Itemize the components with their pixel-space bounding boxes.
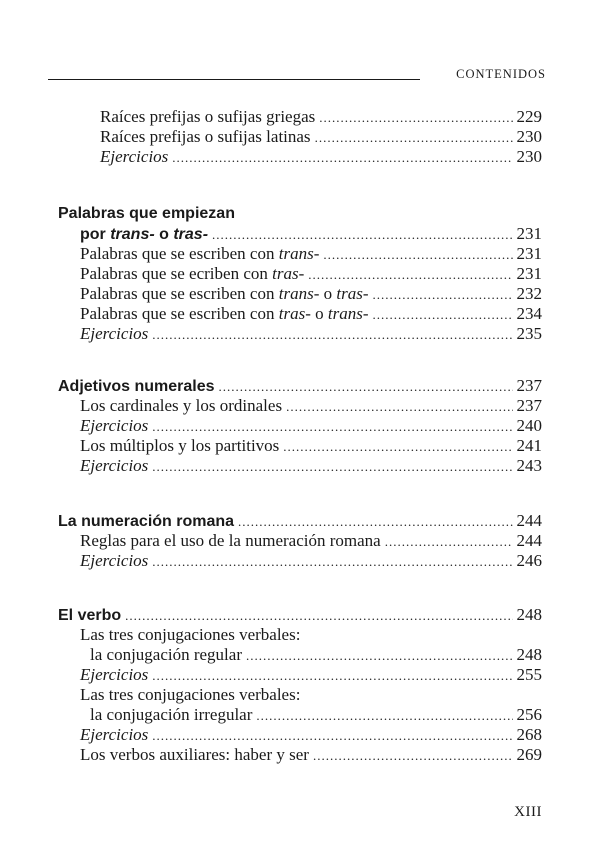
section-heading-entry[interactable] bbox=[58, 605, 542, 625]
leader-dots bbox=[385, 532, 513, 552]
entry-label: Raíces prefijas o sufijas latinas bbox=[100, 127, 311, 146]
toc-entry-heading bbox=[58, 625, 542, 645]
entry-page: 235 bbox=[516, 324, 542, 343]
toc-section-raices bbox=[58, 107, 542, 167]
entry-page: 230 bbox=[516, 127, 542, 146]
entry-label: Los cardinales y los ordinales bbox=[80, 396, 283, 415]
toc-entry[interactable] bbox=[58, 264, 542, 284]
leader-dots bbox=[372, 285, 512, 305]
label-text: o bbox=[319, 284, 337, 303]
entry-page: 229 bbox=[516, 107, 542, 126]
toc-entry[interactable] bbox=[58, 665, 542, 685]
leader-dots bbox=[313, 746, 513, 766]
running-header: CONTENIDOS bbox=[456, 67, 546, 81]
toc-entry[interactable] bbox=[58, 147, 542, 167]
entry-page: 243 bbox=[516, 456, 542, 475]
label-text-italic: trans- bbox=[327, 304, 369, 323]
entry-label bbox=[80, 284, 368, 304]
section-title: La numeración romana bbox=[58, 513, 235, 530]
section-title: El verbo bbox=[58, 607, 122, 624]
entry-page: 240 bbox=[516, 416, 542, 435]
entry-label: Ejercicios bbox=[80, 665, 149, 684]
label-text: Palabras que se escriben con bbox=[80, 244, 279, 263]
title-text: por bbox=[80, 226, 111, 243]
entry-page: 231 bbox=[516, 224, 542, 243]
leader-dots bbox=[152, 325, 512, 345]
entry-label: Los verbos auxiliares: haber y ser bbox=[80, 745, 309, 764]
leader-dots bbox=[152, 666, 512, 686]
entry-page: 269 bbox=[516, 745, 542, 764]
entry-page: 246 bbox=[516, 551, 542, 570]
entry-page: 241 bbox=[516, 436, 542, 455]
toc-entry[interactable] bbox=[58, 107, 542, 127]
entry-page: 244 bbox=[516, 511, 542, 530]
entry-label: Ejercicios bbox=[80, 324, 149, 343]
entry-page: 268 bbox=[516, 725, 542, 744]
toc-section-numeracion bbox=[58, 511, 542, 571]
entry-label bbox=[80, 244, 319, 264]
entry-page: 237 bbox=[516, 376, 542, 395]
entry-page: 231 bbox=[516, 244, 542, 263]
leader-dots bbox=[319, 108, 512, 128]
leader-dots bbox=[219, 377, 513, 397]
leader-dots bbox=[125, 606, 512, 626]
entry-page: 256 bbox=[516, 705, 542, 724]
leader-dots bbox=[372, 305, 512, 325]
toc-entry[interactable] bbox=[58, 551, 542, 571]
label-text-italic: trans- bbox=[278, 284, 320, 303]
entry-label: Ejercicios bbox=[100, 147, 169, 166]
section-title-line2 bbox=[80, 225, 208, 245]
toc-entry[interactable] bbox=[58, 436, 542, 456]
leader-dots bbox=[308, 265, 512, 285]
entry-label: Las tres conjugaciones verbales: bbox=[80, 685, 301, 704]
section-title-line1: Palabras que empiezan bbox=[58, 205, 235, 222]
page-number: XIII bbox=[514, 804, 542, 820]
toc-entry[interactable] bbox=[58, 304, 542, 324]
header-rule bbox=[48, 79, 420, 80]
label-text: Palabras que se escriben con bbox=[80, 284, 279, 303]
entry-label: Reglas para el uso de la numeración romana bbox=[80, 531, 381, 550]
label-text: o bbox=[310, 304, 328, 323]
section-title: Adjetivos numerales bbox=[58, 378, 215, 395]
entry-page: 244 bbox=[516, 531, 542, 550]
section-heading-entry[interactable] bbox=[58, 511, 542, 531]
leader-dots bbox=[256, 706, 512, 726]
leader-dots bbox=[323, 245, 512, 265]
toc-entry[interactable] bbox=[58, 284, 542, 304]
toc-entry[interactable] bbox=[58, 244, 542, 264]
entry-label: Ejercicios bbox=[80, 725, 149, 744]
entry-page: 248 bbox=[516, 605, 542, 624]
section-heading-entry[interactable] bbox=[58, 224, 542, 244]
section-heading-entry[interactable] bbox=[58, 376, 542, 396]
entry-label bbox=[80, 304, 368, 324]
entry-label: Raíces prefijas o sufijas griegas bbox=[100, 107, 316, 126]
toc-entry-heading bbox=[58, 685, 542, 705]
entry-label: Ejercicios bbox=[80, 416, 149, 435]
title-text-italic: tras- bbox=[173, 226, 209, 243]
toc-entry[interactable] bbox=[58, 324, 542, 344]
toc-section-trans bbox=[58, 204, 542, 344]
entry-label: Los múltiplos y los partitivos bbox=[80, 436, 280, 455]
entry-label bbox=[80, 264, 304, 284]
label-text-italic: trans- bbox=[278, 244, 320, 263]
toc-entry[interactable] bbox=[58, 645, 542, 665]
entry-label: Ejercicios bbox=[80, 456, 149, 475]
section-heading bbox=[58, 204, 542, 224]
leader-dots bbox=[283, 437, 512, 457]
label-text-italic: tras- bbox=[272, 264, 305, 283]
leader-dots bbox=[172, 148, 512, 168]
toc-entry[interactable] bbox=[58, 705, 542, 725]
toc-entry[interactable] bbox=[58, 396, 542, 416]
leader-dots bbox=[315, 128, 513, 148]
entry-label: la conjugación regular bbox=[90, 645, 242, 664]
toc-entry[interactable] bbox=[58, 745, 542, 765]
leader-dots bbox=[212, 225, 512, 245]
leader-dots bbox=[152, 417, 512, 437]
entry-page: 231 bbox=[516, 264, 542, 283]
toc-entry[interactable] bbox=[58, 416, 542, 436]
entry-page: 234 bbox=[516, 304, 542, 323]
toc-entry[interactable] bbox=[58, 725, 542, 745]
entry-page: 255 bbox=[516, 665, 542, 684]
leader-dots bbox=[238, 512, 512, 532]
entry-label: Ejercicios bbox=[80, 551, 149, 570]
toc-section-verbo bbox=[58, 605, 542, 765]
toc-entry[interactable] bbox=[58, 531, 542, 551]
label-text: Palabras que se ecriben con bbox=[80, 264, 273, 283]
toc-section-adjetivos bbox=[58, 376, 542, 476]
entry-page: 230 bbox=[516, 147, 542, 166]
title-text: o bbox=[154, 226, 174, 243]
toc-entry[interactable] bbox=[58, 456, 542, 476]
leader-dots bbox=[152, 726, 512, 746]
leader-dots bbox=[152, 552, 512, 572]
leader-dots bbox=[246, 646, 513, 666]
leader-dots bbox=[152, 457, 512, 477]
entry-page: 237 bbox=[516, 396, 542, 415]
entry-label: Las tres conjugaciones verbales: bbox=[80, 625, 301, 644]
label-text-italic: tras- bbox=[336, 284, 369, 303]
entry-page: 232 bbox=[516, 284, 542, 303]
entry-page: 248 bbox=[516, 645, 542, 664]
leader-dots bbox=[286, 397, 512, 417]
label-text: Palabras que se escriben con bbox=[80, 304, 279, 323]
label-text-italic: tras- bbox=[278, 304, 311, 323]
title-text-italic: trans- bbox=[110, 226, 155, 243]
entry-label: la conjugación irregular bbox=[90, 705, 253, 724]
toc-entry[interactable] bbox=[58, 127, 542, 147]
